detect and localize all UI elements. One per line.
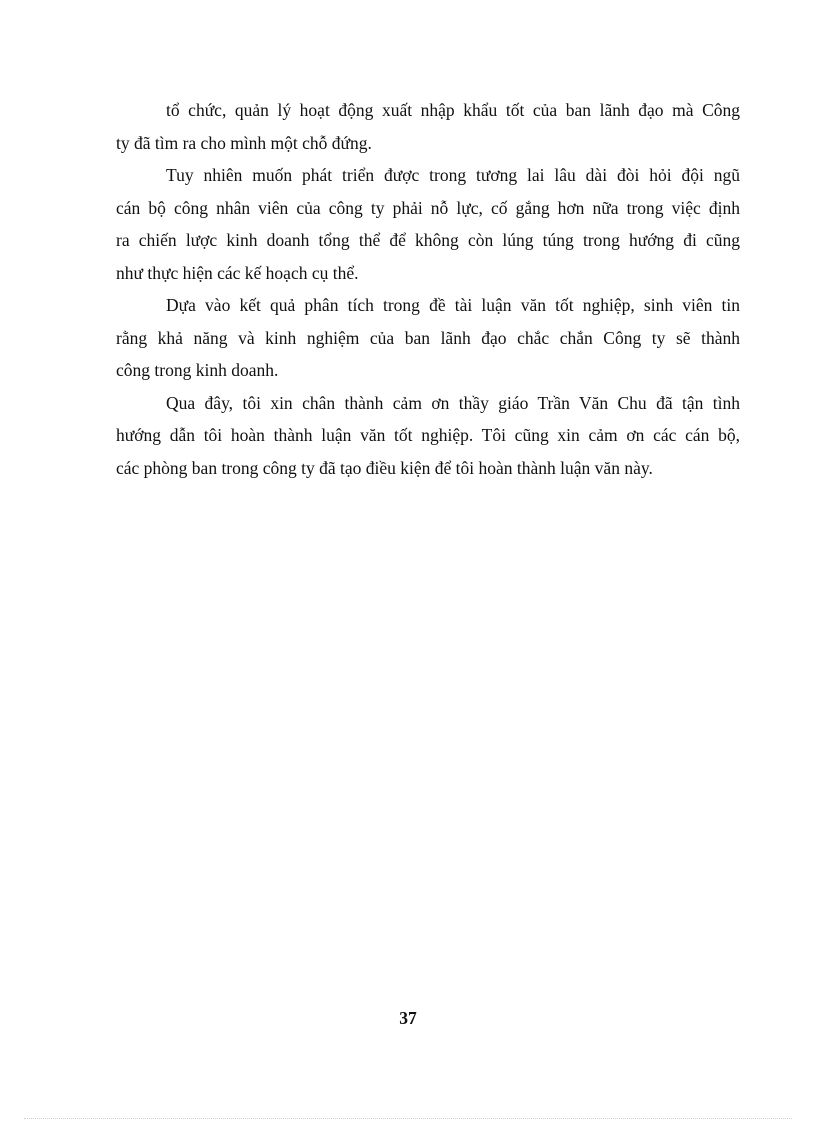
paragraph-analysis (116, 289, 740, 387)
text-line: Qua đây, tôi xin chân thành cảm ơn thầy giáo Trần Văn Chu đã tận tình (166, 392, 740, 413)
page-bottom-divider (24, 1118, 792, 1119)
text-line: tổ chức, quản lý hoạt động xuất nhập khẩu tốt của ban lãnh đạo mà Công (166, 100, 740, 120)
text-line: các phòng ban trong công ty đã tạo điều kiện để tôi hoàn thành luận văn này. (116, 457, 653, 478)
text-line: rằng khả năng và kinh nghiệm của ban lãnh đạo chắc chắn Công ty sẽ thành (116, 327, 740, 348)
text-line: như thực hiện các kế hoạch cụ thể. (116, 262, 359, 283)
paragraph-closing-continued (116, 94, 740, 159)
text-line: ra chiến lược kinh doanh tổng thể để không còn lúng túng trong hướng đi cũng (116, 230, 740, 250)
text-line: Dựa vào kết quả phân tích trong đề tài luận văn tốt nghiệp, sinh viên tin (166, 295, 740, 315)
text-line: ty đã tìm ra cho mình một chỗ đứng. (116, 132, 372, 153)
page-number: 37 (399, 1008, 417, 1028)
document-body (116, 94, 740, 484)
text-line: Tuy nhiên muốn phát triển được trong tương lai lâu dài đòi hỏi đội ngũ (166, 165, 740, 185)
paragraph-development (116, 159, 740, 289)
paragraph-acknowledgement (116, 387, 740, 485)
text-line: công trong kinh doanh. (116, 360, 279, 380)
text-line: cán bộ công nhân viên của công ty phải nỗ lực, cố gắng hơn nữa trong việc định (116, 197, 740, 218)
text-line: hướng dẫn tôi hoàn thành luận văn tốt nghiệp. Tôi cũng xin cảm ơn các cán bộ, (116, 425, 740, 445)
